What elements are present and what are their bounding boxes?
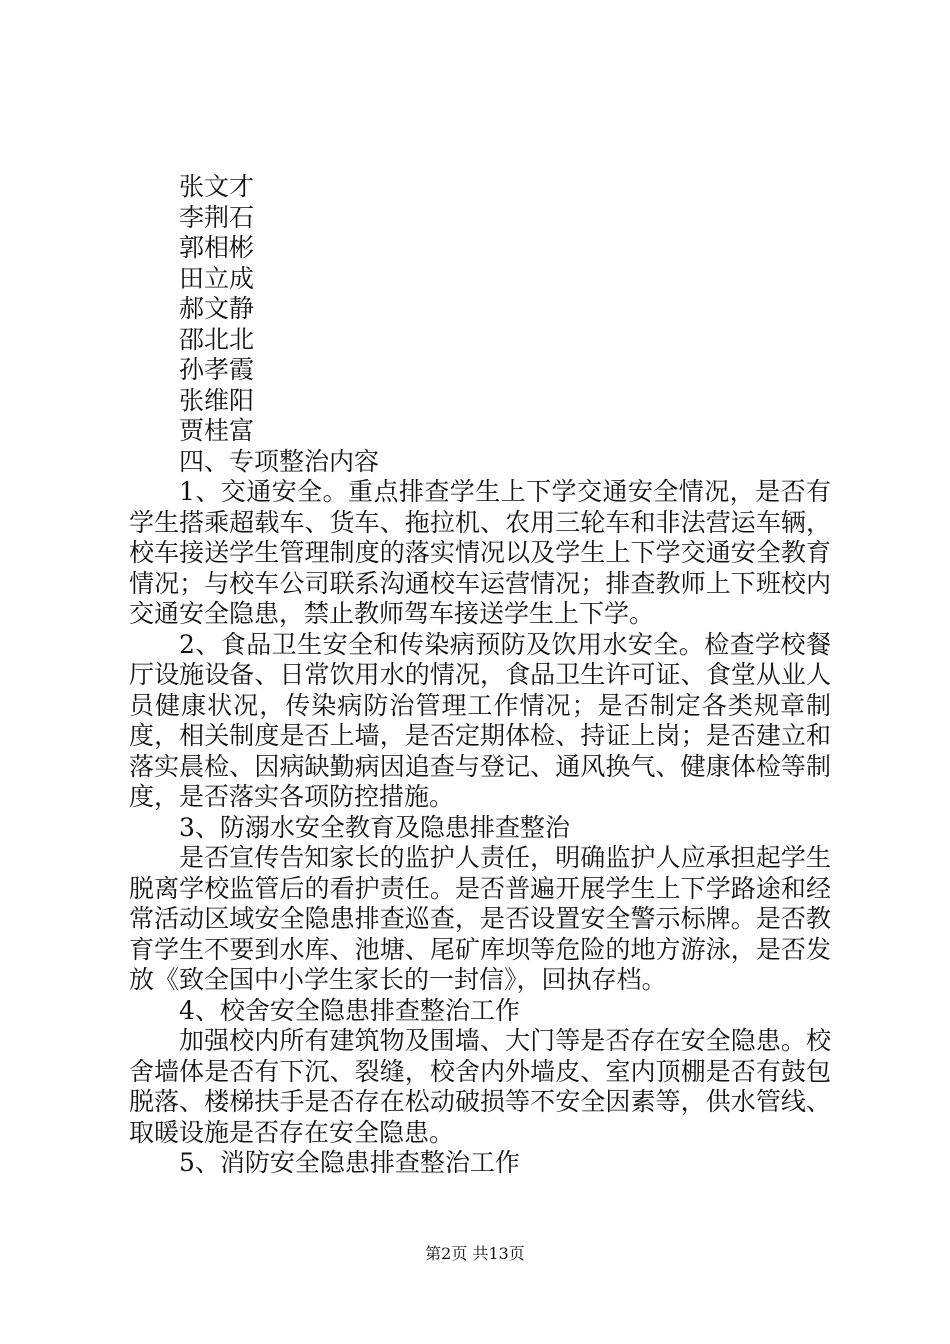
section-heading: 四、专项整治内容 — [179, 446, 380, 476]
document-body — [129, 172, 831, 1179]
name-item: 孙孝霞 — [179, 355, 255, 384]
item-drowning-body: 是否宣传告知家长的监护人责任，明确监护人应承担起学生脱离学校监管后的看护责任。是否普遍开展学生上下学路途和经常活动区域安全隐患排查巡查，是否设置安全警示标牌。是否教育学生不要到水库、池塘、尾矿库坝等危险的地方游泳，是否发放《致全国中小学生家长的一封信》，回执存档。 — [129, 843, 831, 994]
page-footer: 第2页 共13页 — [425, 1244, 525, 1263]
item-building-heading: 4、校舍安全隐患排查整治工作 — [179, 995, 520, 1025]
name-item: 田立成 — [179, 263, 255, 293]
item-food-hygiene: 2、食品卫生安全和传染病预防及饮用水安全。检查学校餐厅设施设备、日常饮用水的情况，食品卫生许可证、食堂从业人员健康状况，传染病防治管理工作情况；是否制定各类规章制度，相关制度是否上墙，是否定期体检、持证上岗；是否建立和落实晨检、因病缺勤病因追查与登记、通风换气、健康体检等制度，是否落实各项防控措施。 — [129, 629, 831, 811]
item-traffic-safety: 1、交通安全。重点排查学生上下学交通安全情况，是否有学生搭乘超载车、货车、拖拉机、农用三轮车和非法营运车辆，校车接送学生管理制度的落实情况以及学生上下学交通安全教育情况；与校车公司联系沟通校车运营情况；排查教师上下班校内交通安全隐患，禁止教师驾车接送学生上下学。 — [129, 477, 831, 628]
name-item: 邵北北 — [179, 324, 255, 354]
item-drowning-heading: 3、防溺水安全教育及隐患排查整治 — [179, 812, 570, 842]
name-item: 贾桂富 — [179, 416, 255, 445]
item-building-body: 加强校内所有建筑物及围墙、大门等是否存在安全隐患。校舍墙体是否有下沉、裂缝，校舍内外墙皮、室内顶棚是否有鼓包脱落、楼梯扶手是否存在松动破损等不安全因素等，供水管线、取暖设施是否存在安全隐患。 — [129, 1026, 831, 1147]
name-list — [129, 172, 831, 447]
item-fire-heading: 5、消防安全隐患排查整治工作 — [179, 1148, 520, 1177]
name-item: 张文才 — [179, 172, 255, 201]
name-item: 郝文静 — [179, 294, 255, 323]
name-item: 郭相彬 — [179, 233, 255, 262]
name-item: 张维阳 — [179, 385, 255, 415]
name-item: 李荆石 — [179, 202, 255, 232]
